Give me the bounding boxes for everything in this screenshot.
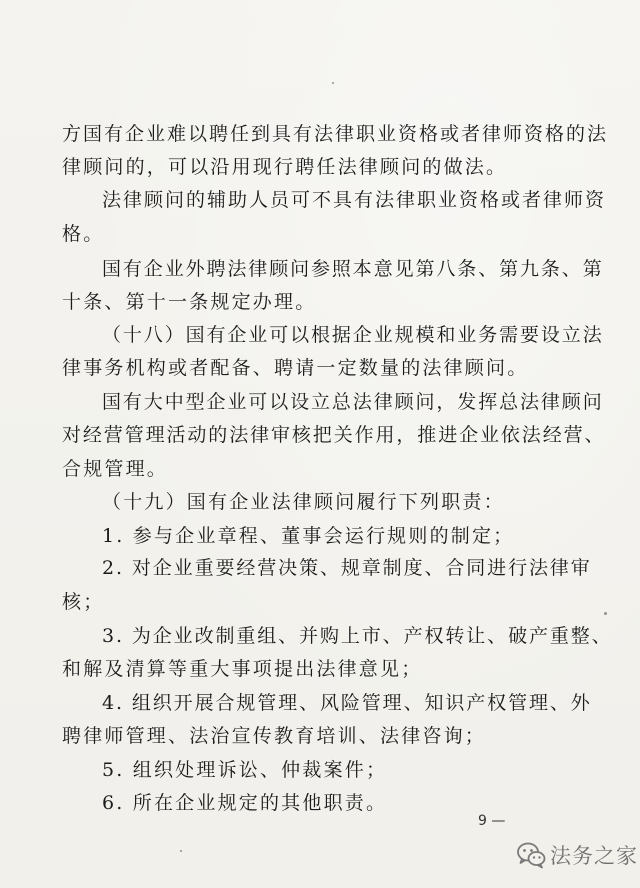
text-line: （十九）国有企业法律顾问履行下列职责： [102, 491, 505, 513]
text-line: 合规管理。 [62, 458, 169, 480]
watermark [516, 838, 638, 872]
text-line: 国有企业外聘法律顾问参照本意见第八条、第九条、第 [102, 258, 604, 280]
watermark-text: 法务之家 [550, 844, 638, 868]
text-line: 格。 [62, 223, 105, 245]
text-line: 4. 组织开展合规管理、风险管理、知识产权管理、外 [102, 692, 592, 714]
text-line: 和解及清算等重大事项提出法律意见； [62, 658, 423, 680]
scan-speck [332, 82, 334, 84]
text-line: 方国有企业难以聘任到具有法律职业资格或者律师资格的法 [62, 123, 609, 145]
text-line: 2. 对企业重要经营决策、规章制度、合同进行法律审 [102, 557, 592, 579]
text-line: 6. 所在企业规定的其他职责。 [102, 792, 388, 814]
scan-speck [604, 612, 607, 615]
text-line: （十八）国有企业可以根据企业规模和业务需要设立法 [102, 324, 604, 346]
text-line: 3. 为企业改制重组、并购上市、产权转让、破产重整、 [102, 625, 613, 647]
text-line: 1. 参与企业章程、董事会运行规则的制定； [102, 525, 515, 547]
text-line: 5. 组织处理诉讼、仲裁案件； [102, 759, 388, 781]
text-line: 律事务机构或者配备、聘请一定数量的法律顾问。 [62, 357, 529, 379]
text-line: 核； [62, 591, 105, 613]
text-line: 法律顾问的辅助人员可不具有法律职业资格或者律师资 [102, 189, 607, 211]
page-number: 9 — [478, 813, 506, 829]
text-line: 对经营管理活动的法律审核把关作用，推进企业依法经营、 [62, 424, 606, 446]
text-line: 聘律师管理、法治宣传教育培训、法律咨询； [62, 725, 487, 747]
scan-speck [180, 850, 182, 852]
wechat-icon [516, 841, 546, 869]
text-line: 律顾问的，可以沿用现行聘任法律顾问的做法。 [62, 156, 508, 178]
text-line: 十条、第十一条规定办理。 [62, 291, 317, 313]
text-line: 国有大中型企业可以设立总法律顾问，发挥总法律顾问 [102, 391, 604, 413]
